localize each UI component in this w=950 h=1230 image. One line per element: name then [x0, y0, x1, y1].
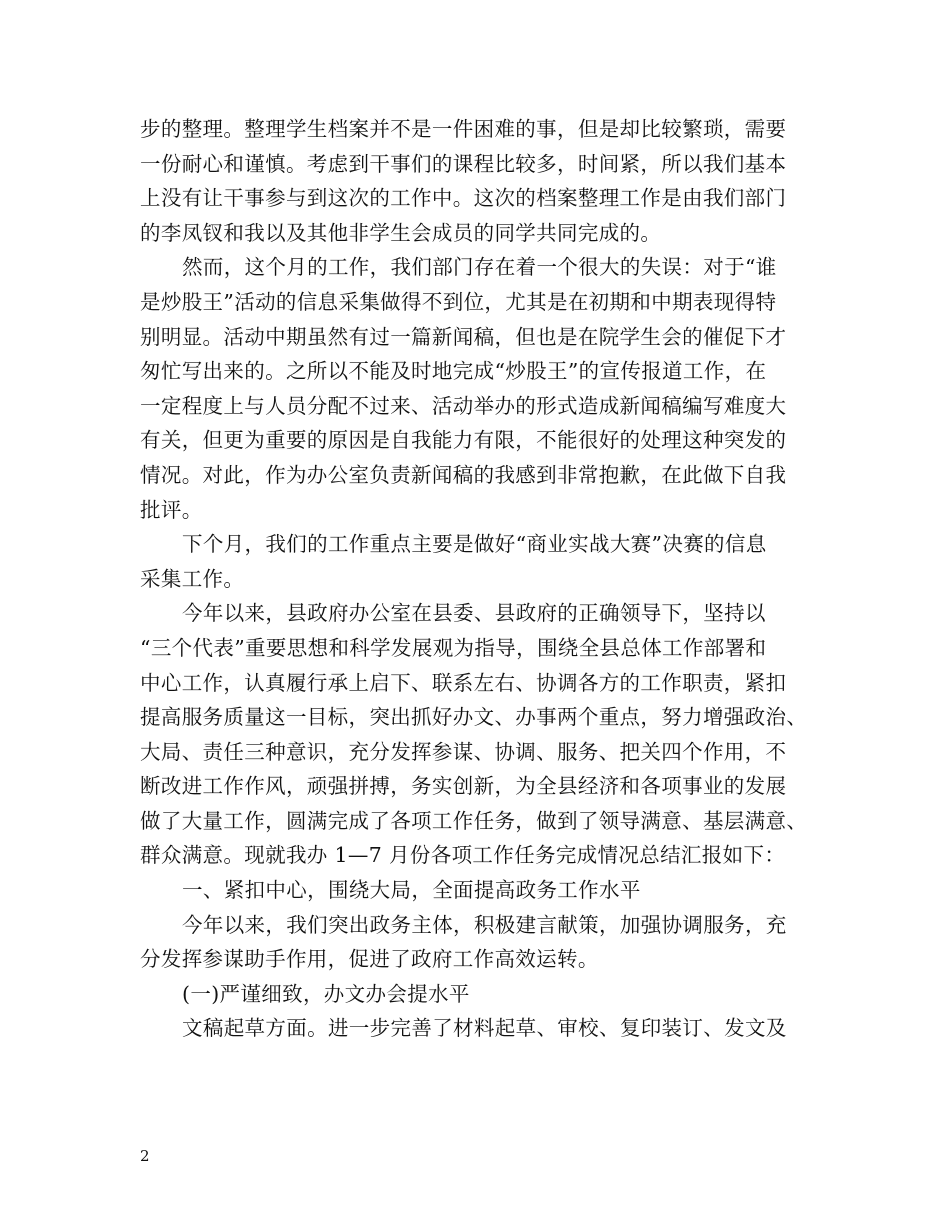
paragraph-8 [140, 1011, 820, 1046]
text-line: 匆忙写出来的。之所以不能及时地完成“炒股王”的宣传报道工作，在 [140, 359, 767, 384]
text-line: 提高服务质量这一目标，突出抓好办文、办事两个重点，努力增强政治、 [140, 705, 808, 730]
text-line: 一份耐心和谨慎。考虑到干事们的课程比较多，时间紧，所以我们基本 [140, 151, 787, 176]
text-line: 步的整理。整理学生档案并不是一件困难的事，但是却比较繁琐，需要 [140, 117, 787, 141]
text-line: 一、紧扣中心，围绕大局，全面提高政务工作水平 [182, 878, 641, 903]
text-line: 断改进工作作风，顽强拼搏，务实创新，为全县经济和各项事业的发展 [140, 774, 787, 799]
paragraph-4 [140, 596, 820, 873]
document-body [140, 112, 820, 1046]
text-line: 有关，但更为重要的原因是自我能力有限，不能很好的处理这种突发的 [140, 428, 787, 453]
paragraph-2 [140, 250, 820, 527]
text-line: 今年以来，我们突出政务主体，积极建言献策，加强协调服务，充 [182, 912, 787, 937]
text-line: 文稿起草方面。进一步完善了材料起草、审校、复印装订、发文及 [182, 1016, 787, 1041]
text-line: 今年以来，县政府办公室在县委、县政府的正确领导下，坚持以 [182, 601, 766, 626]
text-line: 分发挥参谋助手作用，促进了政府工作高效运转。 [140, 947, 599, 972]
text-line: 群众满意。现就我办 1—7 月份各项工作任务完成情况总结汇报如下： [140, 843, 786, 868]
text-line: “三个代表”重要思想和科学发展观为指导，围绕全县总体工作部署和 [140, 635, 767, 660]
paragraph-3 [140, 527, 820, 596]
text-line: 然而，这个月的工作，我们部门存在着一个很大的失误：对于“谁 [182, 255, 777, 280]
paragraph-1 [140, 112, 820, 250]
text-line: 批评。 [140, 497, 203, 522]
paragraph-6 [140, 908, 820, 977]
text-line: 情况。对此，作为办公室负责新闻稿的我感到非常抱歉，在此做下自我 [140, 462, 787, 487]
text-line: 的李凤钗和我以及其他非学生会成员的同学共同完成的。 [140, 220, 662, 245]
text-line: 大局、责任三种意识，充分发挥参谋、协调、服务、把关四个作用，不 [140, 739, 787, 764]
text-line: 一定程度上与人员分配不过来、活动举办的形式造成新闻稿编写难度大 [140, 393, 787, 418]
subsection-heading [140, 977, 820, 1012]
text-line: (一)严谨细致，办文办会提水平 [182, 981, 470, 1006]
text-line: 下个月，我们的工作重点主要是做好“商业实战大赛”决赛的信息 [182, 532, 767, 557]
text-line: 上没有让干事参与到这次的工作中。这次的档案整理工作是由我们部门 [140, 186, 787, 211]
text-line: 做了大量工作，圆满完成了各项工作任务，做到了领导满意、基层满意、 [140, 808, 808, 833]
text-line: 中心工作，认真履行承上启下、联系左右、协调各方的工作职责，紧扣 [140, 670, 787, 695]
text-line: 采集工作。 [140, 566, 245, 591]
page-number: 2 [140, 1147, 150, 1165]
text-line: 是炒股王”活动的信息采集做得不到位，尤其是在初期和中期表现得特 [140, 289, 777, 314]
section-heading [140, 873, 820, 908]
text-line: 别明显。活动中期虽然有过一篇新闻稿，但也是在院学生会的催促下才 [140, 324, 787, 349]
